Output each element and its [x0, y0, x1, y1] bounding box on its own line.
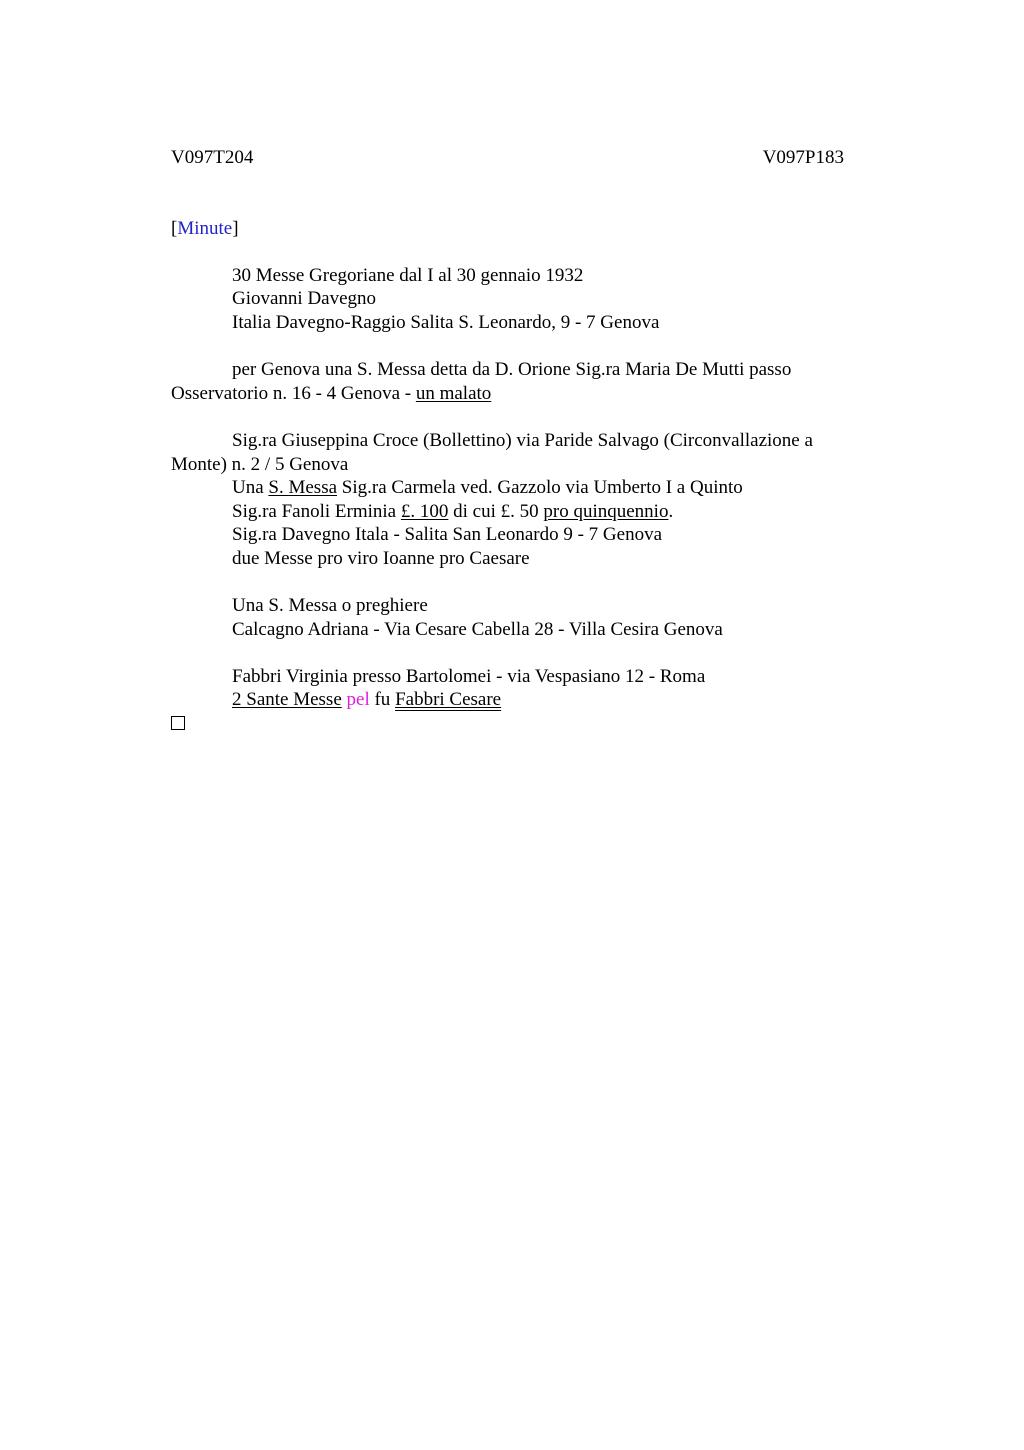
text-line: Fabbri Virginia presso Bartolomei - via Vespasiano 12 - Roma [232, 665, 706, 687]
underlined-text: un malato [415, 382, 492, 404]
underlined-text: pro quinquennio [543, 500, 669, 522]
text-line: Una S. Messa Sig.ra Carmela ved. Gazzolo via Umberto I a Quinto [232, 477, 743, 499]
entry-gregorian-masses [171, 264, 864, 335]
text-line: Sig.ra Davegno Itala - Salita San Leonardo 9 - 7 Genova [232, 524, 663, 546]
page-header [171, 146, 844, 170]
square-outline-icon [171, 716, 185, 730]
document-code-left: V097T204 [171, 147, 254, 168]
end-marker [171, 712, 864, 737]
text-line: due Messe pro viro Ioanne pro Caesare [232, 547, 530, 569]
section-label: [Minute] [171, 217, 239, 239]
text-line: 2 Sante Messe pel fu Fabbri Cesare [232, 689, 502, 711]
entry-fabbri [171, 665, 864, 712]
highlighted-text: pel [346, 689, 370, 711]
text-line: Sig.ra Giuseppina Croce (Bollettino) via Paride Salvago (Circonvallazione a Monte) n. 2 / 5 Genova [171, 429, 813, 475]
text-line: Calcagno Adriana - Via Cesare Cabella 28 - Villa Cesira Genova [232, 618, 723, 640]
underlined-text: 2 Sante Messe [232, 689, 342, 711]
double-underlined-text: Fabbri Cesare [395, 689, 502, 711]
text-line: Italia Davegno-Raggio Salita S. Leonardo, 9 - 7 Genova [232, 311, 660, 333]
text-line: Sig.ra Fanoli Erminia £. 100 di cui £. 50 pro quinquennio. [232, 500, 674, 522]
entry-calcagno [171, 594, 864, 641]
underlined-text: £. 100 [400, 500, 449, 522]
document-page [171, 146, 864, 737]
entry-de-mutti: per Genova una S. Messa detta da D. Orione Sig.ra Maria De Mutti passo Osservatorio n. 16 - 4 Genova - un malato [171, 359, 792, 404]
underlined-text: S. Messa [268, 477, 338, 499]
document-code-right: V097P183 [762, 147, 844, 168]
text-line: Una S. Messa o preghiere [232, 595, 428, 617]
text-line: Giovanni Davegno [232, 288, 377, 310]
minute-label: Minute [177, 217, 233, 239]
entry-group-genova [171, 429, 864, 571]
text-line: 30 Messe Gregoriane dal I al 30 gennaio 1932 [232, 264, 584, 286]
